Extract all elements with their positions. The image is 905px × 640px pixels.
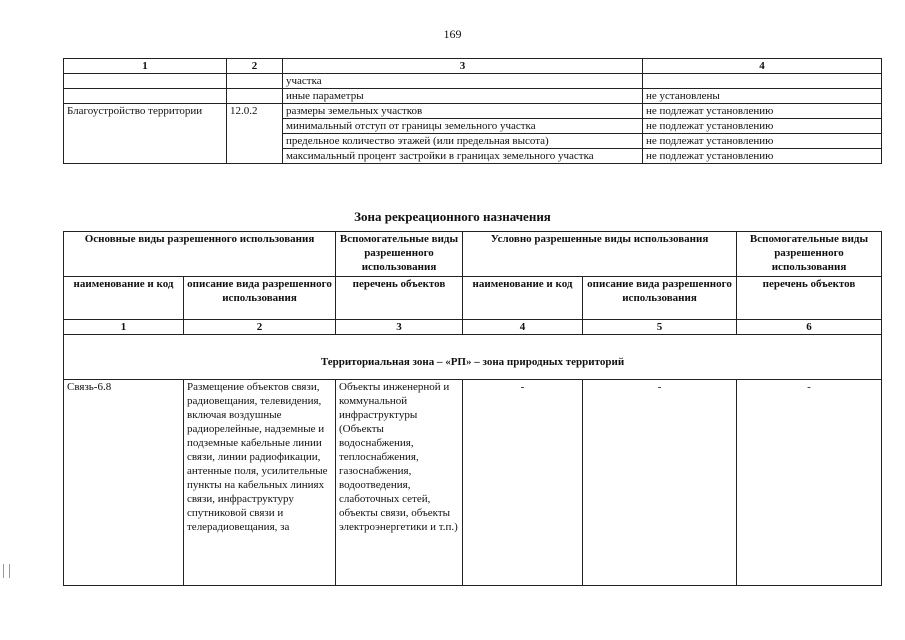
binding-mark — [3, 564, 10, 578]
column-number: 6 — [737, 320, 882, 335]
column-number: 5 — [583, 320, 737, 335]
objects-cell: Объекты инженерной и коммунальной инфраструктуры (Объекты водоснабжения, теплоснабжения, газоснабжения, водоотведения, слаботочных сетей, объекты связи, объекты электроэнергетики и т.п.) — [336, 380, 463, 586]
header-conditional: Условно разрешенные виды использования — [463, 232, 737, 277]
page-number: 169 — [443, 27, 462, 41]
zone-title: Зона рекреационного назначения — [354, 209, 551, 224]
param-cell: размеры земельных участков — [283, 104, 643, 119]
subheader-name-code: наименование и код — [463, 277, 583, 320]
column-number: 3 — [336, 320, 463, 335]
column-number: 2 — [184, 320, 336, 335]
value-cell: не установлены — [643, 89, 882, 104]
table-row — [64, 74, 882, 89]
parameters-table — [63, 58, 882, 164]
column-number: 4 — [463, 320, 583, 335]
subheader-objects: перечень объектов — [336, 277, 463, 320]
param-cell: иные параметры — [283, 89, 643, 104]
header-basic: Основные виды разрешенного использования — [64, 232, 336, 277]
param-cell: минимальный отступ от границы земельного участка — [283, 119, 643, 134]
value-cell: не подлежат установлению — [643, 149, 882, 164]
header-cell: 2 — [227, 59, 283, 74]
column-number: 1 — [64, 320, 184, 335]
param-cell: участка — [283, 74, 643, 89]
value-cell: не подлежат установлению — [643, 119, 882, 134]
table-header-row — [64, 232, 882, 277]
group-name-cell: Благоустройство территории — [64, 104, 227, 164]
subheader-objects: перечень объектов — [737, 277, 882, 320]
header-cell: 4 — [643, 59, 882, 74]
subheader-description: описание вида разрешенного использования — [583, 277, 737, 320]
value-cell: не подлежат установлению — [643, 104, 882, 119]
param-cell: предельное количество этажей (или предельная высота) — [283, 134, 643, 149]
table-row — [64, 104, 882, 119]
zoning-table — [63, 231, 882, 586]
aux-objects-cell: - — [737, 380, 882, 586]
territorial-zone-title: Территориальная зона – «РП» – зона природных территорий — [64, 335, 882, 380]
header-cell: 1 — [64, 59, 227, 74]
table-header-row — [64, 59, 882, 74]
conditional-name-cell: - — [463, 380, 583, 586]
group-code-cell: 12.0.2 — [227, 104, 283, 164]
conditional-description-cell: - — [583, 380, 737, 586]
value-cell — [643, 74, 882, 89]
use-description-cell: Размещение объектов связи, радиовещания, телевидения, включая воздушные радиорелейные, надземные и подземные кабельные линии связи, линии радиофикации, антенные поля, усилительные пункты на кабельных линиях связи, инфраструктуру спутниковой связи и телерадиовещания, за — [184, 380, 336, 586]
use-name-cell: Связь-6.8 — [64, 380, 184, 586]
header-cell: 3 — [283, 59, 643, 74]
column-numbers-row — [64, 320, 882, 335]
header-aux: Вспомогательные виды разрешенного использования — [336, 232, 463, 277]
subheader-description: описание вида разрешенного использования — [184, 277, 336, 320]
territorial-zone-row — [64, 335, 882, 380]
value-cell: не подлежат установлению — [643, 134, 882, 149]
table-row — [64, 89, 882, 104]
param-cell: максимальный процент застройки в границах земельного участка — [283, 149, 643, 164]
table-row — [64, 380, 882, 586]
subheader-name-code: наименование и код — [64, 277, 184, 320]
table-subheader-row — [64, 277, 882, 320]
header-aux2: Вспомогательные виды разрешенного использования — [737, 232, 882, 277]
